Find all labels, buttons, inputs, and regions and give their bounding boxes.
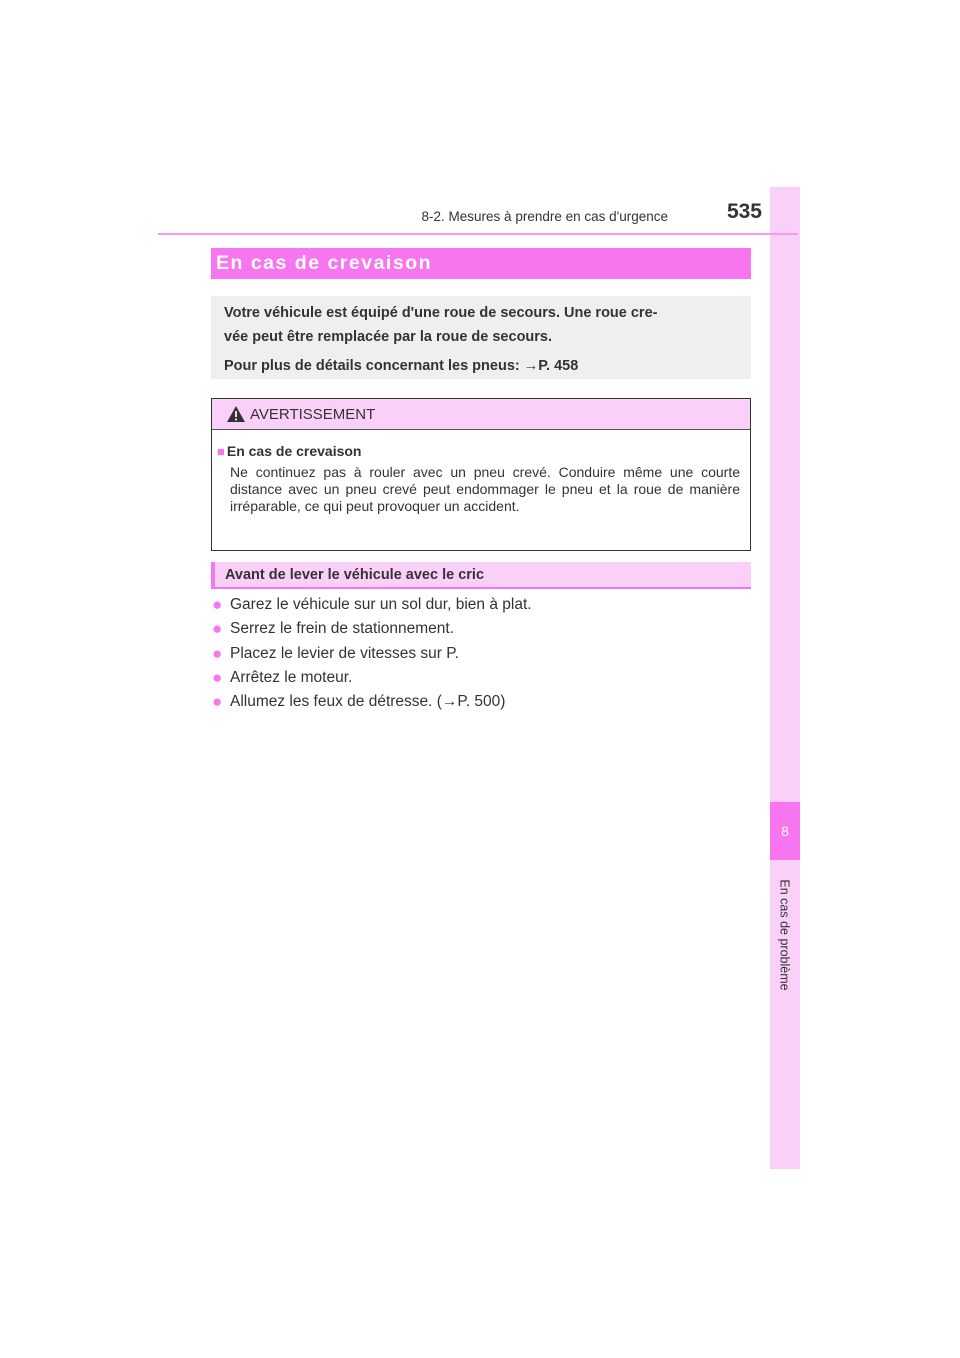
warning-header [212,399,750,430]
warning-body [212,430,750,515]
subsection-heading: Avant de lever le véhicule avec le cric [211,562,751,589]
warning-box [211,398,751,551]
list-item: ● Allumez les feux de détresse. (→P. 500) [212,692,506,712]
warning-subheading [217,442,740,461]
list-item: ● Serrez le frein de stationnement. [212,619,455,639]
page-number: 535 [726,200,762,223]
bullet-icon: ● [212,619,223,639]
bullet-icon: ● [212,692,223,712]
warning-text: Ne continuez pas à rouler avec un pneu crevé. Conduire même une courte distance avec un pneu crevé peut endommager le pneu et la roue de manière irréparable, ce qui peut provoquer un accident. [230,464,740,514]
list-item: ● Garez le véhicule sur un sol dur, bien à plat. [212,595,532,615]
chapter-title: En cas de problème [778,879,792,991]
side-chapter-tab [770,187,800,1169]
square-bullet-icon: ■ [217,444,225,459]
bullet-icon: ● [212,643,223,663]
warning-heading: AVERTISSEMENT [250,405,376,423]
bullet-icon: ● [212,668,223,688]
chapter-number: 8 [770,802,800,860]
warning-subheading-text: En cas de crevaison [226,443,362,459]
warning-triangle-icon [226,405,246,423]
header-rule [158,233,798,235]
intro-line-2: vée peut être remplacée par la roue de secours. [224,329,553,345]
list-item: ● Arrêtez le moteur. [212,668,353,688]
steps-list [211,593,751,714]
intro-line-3: Pour plus de détails concernant les pneus: →P. 458 [224,358,579,374]
bullet-icon: ● [212,595,223,615]
chapter-title-vertical [770,870,800,1000]
list-item: ● Placez le levier de vitesses sur P. [212,643,459,663]
intro-line-1: Votre véhicule est équipé d'une roue de secours. Une roue cre- [224,305,658,321]
section-title: En cas de crevaison [211,248,751,279]
intro-box [211,296,751,379]
running-head: 8-2. Mesures à prendre en cas d'urgence [421,209,668,224]
